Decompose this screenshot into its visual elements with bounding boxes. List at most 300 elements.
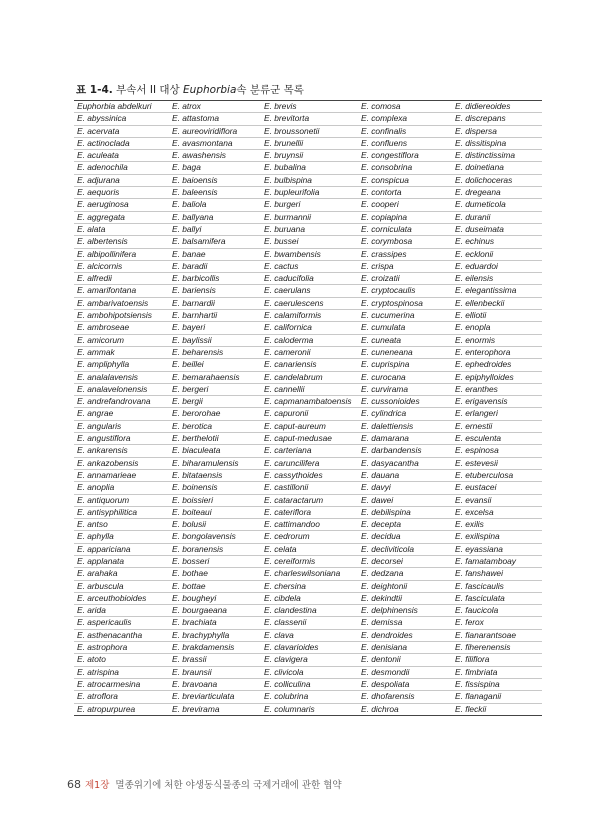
species-name-cell: E. caput-medusae [261, 433, 358, 445]
species-name-cell: E. decorsei [358, 555, 452, 567]
species-name-cell: E. elegantissima [452, 285, 542, 297]
species-name-cell: E. caloderma [261, 334, 358, 346]
species-name-cell: E. atrocarmesina [74, 678, 169, 690]
species-name-cell: E. clandestina [261, 605, 358, 617]
species-name-cell: E. fascicaulis [452, 580, 542, 592]
species-name-cell: E. adjurana [74, 174, 169, 186]
species-name-cell: E. atrox [169, 101, 261, 113]
species-name-cell: E. analalavensis [74, 371, 169, 383]
table-row [74, 248, 542, 260]
species-name-cell: E. bosseri [169, 555, 261, 567]
species-name-cell: E. dregeana [452, 187, 542, 199]
species-name-cell: E. ankarensis [74, 445, 169, 457]
species-name-cell: E. denisiana [358, 642, 452, 654]
species-name-cell: E. exilispina [452, 531, 542, 543]
species-name-cell: E. ellenbeckii [452, 297, 542, 309]
species-name-cell: E. albertensis [74, 236, 169, 248]
table-row [74, 396, 542, 408]
species-name-cell: E. arceuthobioides [74, 592, 169, 604]
species-name-cell: E. excelsa [452, 506, 542, 518]
table-row [74, 174, 542, 186]
table-row [74, 199, 542, 211]
table-row [74, 211, 542, 223]
species-name-cell: E. cameronii [261, 346, 358, 358]
species-name-cell: E. colubrina [261, 691, 358, 703]
species-name-cell: E. ferox [452, 617, 542, 629]
table-row [74, 543, 542, 555]
table-row [74, 433, 542, 445]
table-row [74, 519, 542, 531]
table-row [74, 101, 542, 113]
species-name-cell: E. epiphylloides [452, 371, 542, 383]
species-name-cell: E. evansii [452, 494, 542, 506]
species-name-cell: E. echinus [452, 236, 542, 248]
species-name-cell: E. dispersa [452, 125, 542, 137]
species-name-cell: E. caput-aureum [261, 420, 358, 432]
table-row [74, 236, 542, 248]
species-name-cell: E. dissitispina [452, 137, 542, 149]
table-row [74, 187, 542, 199]
species-name-cell: E. arahaka [74, 568, 169, 580]
species-name-cell: E. antso [74, 519, 169, 531]
table-row [74, 162, 542, 174]
species-name-cell: E. dalettiensis [358, 420, 452, 432]
species-name-cell: E. cannellii [261, 383, 358, 395]
species-name-cell: E. curvirama [358, 383, 452, 395]
species-name-cell: E. chersina [261, 580, 358, 592]
species-name-cell: E. exilis [452, 519, 542, 531]
species-name-cell: E. brakdamensis [169, 642, 261, 654]
species-name-cell: E. eilensis [452, 273, 542, 285]
species-name-cell: E. bwambensis [261, 248, 358, 260]
species-name-cell: E. arida [74, 605, 169, 617]
species-name-cell: E. fianarantsoae [452, 629, 542, 641]
species-name-cell: E. demissa [358, 617, 452, 629]
species-name-cell: E. faucicola [452, 605, 542, 617]
species-name-cell: E. clava [261, 629, 358, 641]
page-footer [67, 777, 342, 791]
species-name-cell: E. confinalis [358, 125, 452, 137]
table-row [74, 223, 542, 235]
species-name-cell: E. broussonetii [261, 125, 358, 137]
table-label: 표 1-4. [76, 84, 113, 96]
species-name-cell: E. beharensis [169, 346, 261, 358]
species-name-cell: E. doinetiana [452, 162, 542, 174]
species-name-cell: E. beillei [169, 359, 261, 371]
table-row [74, 494, 542, 506]
table-row [74, 506, 542, 518]
species-name-cell: E. bergeri [169, 383, 261, 395]
species-name-cell: E. enormis [452, 334, 542, 346]
table-row [74, 654, 542, 666]
table-row [74, 457, 542, 469]
species-name-cell: E. dolichoceras [452, 174, 542, 186]
species-name-cell: E. burgeri [261, 199, 358, 211]
species-name-cell: E. alcicornis [74, 260, 169, 272]
table-row [74, 531, 542, 543]
species-name-cell: E. avasmontana [169, 137, 261, 149]
species-name-cell: E. angularis [74, 420, 169, 432]
species-name-cell: E. boiteaui [169, 506, 261, 518]
species-name-cell: E. fimbriata [452, 666, 542, 678]
species-name-cell: E. attastoma [169, 113, 261, 125]
species-name-cell: E. ampliphylla [74, 359, 169, 371]
species-name-cell: E. enopla [452, 322, 542, 334]
species-name-cell: E. brassii [169, 654, 261, 666]
species-name-cell: E. alata [74, 223, 169, 235]
species-name-cell: E. esculenta [452, 433, 542, 445]
species-name-cell: E. cucumerina [358, 310, 452, 322]
species-name-cell: E. cataractarum [261, 494, 358, 506]
species-name-cell: E. cassythoides [261, 469, 358, 481]
species-name-cell: E. dekindtii [358, 592, 452, 604]
species-name-cell: E. dedzana [358, 568, 452, 580]
species-name-cell: E. dichroa [361, 703, 399, 714]
species-name-cell: E. ambohipotsiensis [74, 310, 169, 322]
table-row [74, 482, 542, 494]
species-name-cell: E. aculeata [74, 150, 169, 162]
species-name-cell: E. atroflora [74, 691, 169, 703]
species-name-cell: E. estevesii [452, 457, 542, 469]
species-name-cell: E. burmannii [261, 211, 358, 223]
species-name-cell: E. corymbosa [358, 236, 452, 248]
species-name-cell: E. contorta [358, 187, 452, 199]
species-name-cell: E. angustiflora [74, 433, 169, 445]
species-name-cell: E. cateriflora [261, 506, 358, 518]
table-caption [76, 82, 304, 97]
species-name-cell: E. cuprispina [358, 359, 452, 371]
species-name-cell: E. albipollinifera [74, 248, 169, 260]
species-name-cell: E. antiquorum [74, 494, 169, 506]
species-name-cell: E. baradii [169, 260, 261, 272]
table-row [74, 383, 542, 395]
species-name-cell: E. columnaris [264, 703, 315, 714]
species-name-cell: E. banae [169, 248, 261, 260]
species-name-cell: E. duranii [452, 211, 542, 223]
species-name-cell: E. cuneneana [358, 346, 452, 358]
species-name-cell: E. curocana [358, 371, 452, 383]
species-name-cell: E. biaculeata [169, 445, 261, 457]
species-name-cell: E. dasyacantha [358, 457, 452, 469]
species-name-cell: E. filiflora [452, 654, 542, 666]
species-name-cell: Euphorbia abdelkuri [74, 101, 169, 113]
species-name-cell: E. dendroides [358, 629, 452, 641]
species-name-cell: E. elliotii [452, 310, 542, 322]
species-name-cell: E. brevis [261, 101, 358, 113]
species-name-cell: E. dauana [358, 469, 452, 481]
species-name-cell: E. aureoviridiflora [169, 125, 261, 137]
species-name-cell: E. antisyphilitica [74, 506, 169, 518]
species-name-cell: E. congestiflora [358, 150, 452, 162]
species-name-cell: E. eyassiana [452, 543, 542, 555]
species-name-cell: E. anoplia [74, 482, 169, 494]
species-name-cell: E. astrophora [74, 642, 169, 654]
species-name-cell: E. bothae [169, 568, 261, 580]
species-name-cell: E. appariciana [74, 543, 169, 555]
species-name-cell: E. bergii [169, 396, 261, 408]
species-name-cell: E. californica [261, 322, 358, 334]
table-row [74, 297, 542, 309]
species-name-cell: E. bitataensis [169, 469, 261, 481]
species-name-cell: E. damarana [358, 433, 452, 445]
species-name-cell: E. cylindrica [358, 408, 452, 420]
species-name-cell: E. baioensis [169, 174, 261, 186]
species-name-cell: E. aeruginosa [74, 199, 169, 211]
species-name-cell: E. caerulescens [261, 297, 358, 309]
species-name-cell: E. cereiformis [261, 555, 358, 567]
species-name-cell: E. buruana [261, 223, 358, 235]
species-name-cell: E. aphylla [74, 531, 169, 543]
species-name-cell: E. baleensis [169, 187, 261, 199]
table-row [74, 568, 542, 580]
species-name-cell: E. ambarivatoensis [74, 297, 169, 309]
species-name-cell: E. bupleurifolia [261, 187, 358, 199]
species-name-cell: E. fissispina [452, 678, 542, 690]
species-name-cell: E. annamarieae [74, 469, 169, 481]
species-name-cell: E. deightonii [358, 580, 452, 592]
species-name-cell: E. boranensis [169, 543, 261, 555]
species-name-cell: E. andrefandrovana [74, 396, 169, 408]
species-name-cell: E. bulbispina [261, 174, 358, 186]
species-name-cell: E. bariensis [169, 285, 261, 297]
table-row [74, 408, 542, 420]
species-name-cell: E. canariensis [261, 359, 358, 371]
species-name-cell: E. desmondii [358, 666, 452, 678]
species-name-cell: E. caerulans [261, 285, 358, 297]
species-name-cell: E. baga [169, 162, 261, 174]
species-name-cell: E. arbuscula [74, 580, 169, 592]
species-name-cell: E. bussei [261, 236, 358, 248]
table-row [74, 125, 542, 137]
species-name-cell: E. debilispina [358, 506, 452, 518]
species-name-cell: E. breviarticulata [169, 691, 261, 703]
table-row [74, 666, 542, 678]
species-name-cell: E. decliviticola [358, 543, 452, 555]
table-row [74, 322, 542, 334]
species-name-cell: E. cooperi [358, 199, 452, 211]
species-name-cell: E. acervata [74, 125, 169, 137]
species-name-cell: E. ammak [74, 346, 169, 358]
species-name-cell: E. dentonii [358, 654, 452, 666]
species-name-cell: E. amicorum [74, 334, 169, 346]
species-name-cell: E. consobrina [358, 162, 452, 174]
caption-text-after: 속 분류군 목록 [236, 84, 304, 96]
table-row [74, 617, 542, 629]
species-name-cell: E. boissieri [169, 494, 261, 506]
species-name-cell: E. crassipes [358, 248, 452, 260]
table-row [74, 285, 542, 297]
table-row [74, 629, 542, 641]
species-name-cell: E. alfredii [74, 273, 169, 285]
species-name-cell: E. caducifolia [261, 273, 358, 285]
table-row [74, 371, 542, 383]
species-name-cell: E. brevitorta [261, 113, 358, 125]
species-name-cell: E. bongolavensis [169, 531, 261, 543]
species-name-cell: E. cumulata [358, 322, 452, 334]
species-name-cell: E. balsamifera [169, 236, 261, 248]
species-name-cell: E. cattimandoo [261, 519, 358, 531]
species-name-cell: E. bourgaeana [169, 605, 261, 617]
table-row [74, 580, 542, 592]
species-name-cell: E. fleckii [455, 703, 487, 714]
species-name-cell: E. darbandensis [358, 445, 452, 457]
species-name-cell: E. clivicola [261, 666, 358, 678]
species-name-cell: E. corniculata [358, 223, 452, 235]
species-name-cell: E. erigavensis [452, 396, 542, 408]
species-name-cell: E. discrepans [452, 113, 542, 125]
chapter-label: 제1장 [85, 780, 110, 791]
species-name-cell: E. atoto [74, 654, 169, 666]
species-name-cell: E. comosa [358, 101, 452, 113]
species-name-cell: E. bougheyi [169, 592, 261, 604]
table-row [74, 605, 542, 617]
table-row [74, 642, 542, 654]
species-name-cell: E. eranthes [452, 383, 542, 395]
species-name-cell: E. decidua [358, 531, 452, 543]
species-name-cell: E. bravoana [169, 678, 261, 690]
species-name-cell: E. enterophora [452, 346, 542, 358]
species-name-cell: E. confluens [358, 137, 452, 149]
species-name-cell: E. espinosa [452, 445, 542, 457]
species-name-cell: E. dumeticola [452, 199, 542, 211]
species-name-cell: E. cibdela [261, 592, 358, 604]
table-row [74, 592, 542, 604]
species-name-cell: E. capuronii [261, 408, 358, 420]
table-row [74, 310, 542, 322]
species-name-cell: E. complexa [358, 113, 452, 125]
species-name-cell: E. cedrorum [261, 531, 358, 543]
species-name-cell: E. cussonioides [358, 396, 452, 408]
table-row [74, 555, 542, 567]
species-name-cell: E. berotica [169, 420, 261, 432]
species-name-cell: E. aspericaulis [74, 617, 169, 629]
species-name-cell: E. ambroseae [74, 322, 169, 334]
species-name-cell: E. cuneata [358, 334, 452, 346]
table-row [74, 260, 542, 272]
species-name-cell: E. boinensis [169, 482, 261, 494]
species-name-cell: E. conspicua [358, 174, 452, 186]
species-name-cell: E. colliculina [261, 678, 358, 690]
species-name-cell: E. brevirama [172, 703, 220, 714]
species-name-cell: E. braunsii [169, 666, 261, 678]
species-name-cell: E. copiapina [358, 211, 452, 223]
species-name-cell: E. bottae [169, 580, 261, 592]
species-table-body [74, 101, 542, 716]
species-name-cell: E. awashensis [169, 150, 261, 162]
species-name-cell: E. dhofarensis [358, 691, 452, 703]
table-row [74, 691, 542, 703]
species-name-cell: E. baliola [169, 199, 261, 211]
species-name-cell: E. caruncilifera [261, 457, 358, 469]
table-row [74, 678, 542, 690]
species-name-cell: E. abyssinica [74, 113, 169, 125]
species-name-cell: E. etuberculosa [452, 469, 542, 481]
species-name-cell: E. croizatii [358, 273, 452, 285]
species-name-cell: E. ballyana [169, 211, 261, 223]
species-name-cell: E. bruynsii [261, 150, 358, 162]
species-name-cell: E. castillonii [261, 482, 358, 494]
caption-genus: Euphorbia [183, 84, 237, 96]
species-name-cell: E. despoliata [358, 678, 452, 690]
species-name-cell: E. brunellii [261, 137, 358, 149]
footer-title: 멸종위기에 처한 야생동식물종의 국제거래에 관한 협약 [115, 780, 342, 791]
table-row [74, 420, 542, 432]
species-name-cell: E. angrae [74, 408, 169, 420]
species-name-cell: E. asthenacantha [74, 629, 169, 641]
species-name-cell: E. berthelotii [169, 433, 261, 445]
species-name-cell: E. baylissii [169, 334, 261, 346]
species-name-cell: E. calamiformis [261, 310, 358, 322]
species-name-cell: E. adenochila [74, 162, 169, 174]
table-row [74, 137, 542, 149]
species-name-cell: E. delphinensis [358, 605, 452, 617]
species-name-cell: E. aequoris [74, 187, 169, 199]
species-name-cell: E. crispa [358, 260, 452, 272]
species-name-cell: E. cryptospinosa [358, 297, 452, 309]
table-row [74, 703, 542, 715]
species-name-cell: E. decepta [358, 519, 452, 531]
species-name-cell: E. actinoclada [74, 137, 169, 149]
species-name-cell: E. didiereoides [452, 101, 542, 113]
species-name-cell: E. classenii [261, 617, 358, 629]
species-name-cell: E. celata [261, 543, 358, 555]
species-name-cell: E. capmanambatoensis [261, 396, 358, 408]
species-name-cell: E. biharamulensis [169, 457, 261, 469]
species-name-cell: E. duseimata [452, 223, 542, 235]
caption-text-before: 부속서 II 대상 [112, 84, 184, 96]
species-name-cell: E. fiherenensis [452, 642, 542, 654]
species-name-cell: E. erlangeri [452, 408, 542, 420]
species-name-cell: E. dawei [358, 494, 452, 506]
species-name-cell: E. flanaganii [452, 691, 542, 703]
species-name-cell: E. aggregata [74, 211, 169, 223]
species-name-cell: E. barnardii [169, 297, 261, 309]
species-name-cell: E. ecklonii [452, 248, 542, 260]
table-row [74, 150, 542, 162]
species-name-cell: E. ernestii [452, 420, 542, 432]
species-name-cell: E. cryptocaulis [358, 285, 452, 297]
species-name-cell: E. bayeri [169, 322, 261, 334]
species-name-cell: E. eduardoi [452, 260, 542, 272]
species-name-cell: E. brachiata [169, 617, 261, 629]
species-name-cell: E. bolusii [169, 519, 261, 531]
table-row [74, 359, 542, 371]
species-name-cell: E. ephedroides [452, 359, 542, 371]
species-name-cell: E. ankazobensis [74, 457, 169, 469]
species-name-cell: E. applanata [74, 555, 169, 567]
species-name-cell: E. distinctissima [452, 150, 542, 162]
species-name-cell: E. davyi [358, 482, 452, 494]
page-number: 68 [67, 778, 81, 791]
species-name-cell: E. bemarahaensis [169, 371, 261, 383]
species-name-cell: E. clavarioides [261, 642, 358, 654]
species-name-cell: E. atrispina [74, 666, 169, 678]
species-name-cell: E. barbicollis [169, 273, 261, 285]
table-row [74, 346, 542, 358]
species-name-cell: E. ballyi [169, 223, 261, 235]
species-name-cell: E. eustacei [452, 482, 542, 494]
species-name-cell: E. charleswilsoniana [261, 568, 358, 580]
species-name-cell: E. barnhartii [169, 310, 261, 322]
species-name-cell: E. berorohae [169, 408, 261, 420]
species-name-cell: E. clavigera [261, 654, 358, 666]
species-name-cell: E. fanshawei [452, 568, 542, 580]
table-row [74, 273, 542, 285]
species-name-cell: E. analavelonensis [74, 383, 169, 395]
species-name-cell: E. bubalina [261, 162, 358, 174]
table-row [74, 113, 542, 125]
species-name-cell: E. brachyphylla [169, 629, 261, 641]
